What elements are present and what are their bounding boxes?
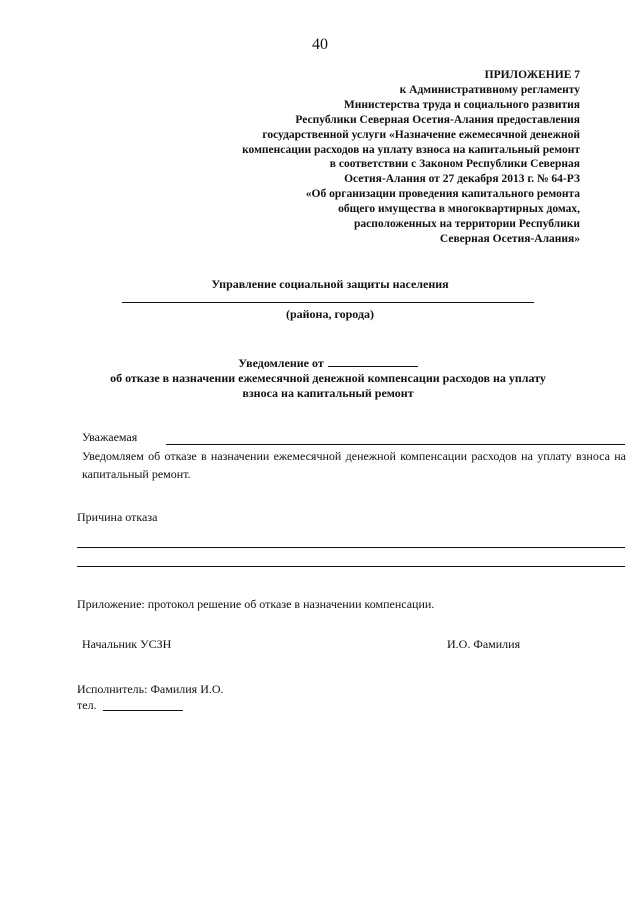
- appendix-line: компенсации расходов на уплату взноса на капитальный ремонт: [242, 143, 580, 156]
- signatory-position: Начальник УСЗН: [82, 637, 172, 651]
- notice-title: [0, 354, 640, 401]
- notice-date-blank: [328, 354, 418, 367]
- department-fill-line: [122, 302, 534, 303]
- reason-label: Причина отказа: [77, 510, 158, 524]
- appendix-line: к Административному регламенту: [399, 83, 580, 96]
- executor-label: Исполнитель: Фамилия И.О.: [77, 682, 224, 696]
- appendix-line: государственной услуги «Назначение ежемесячной денежной: [262, 128, 580, 141]
- notice-title-prefix: Уведомление от: [238, 356, 324, 370]
- appendix-line: общего имущества в многоквартирных домах,: [338, 203, 580, 216]
- appendix-line: Северная Осетия-Алания»: [439, 232, 580, 245]
- appendix-line: Республики Северная Осетия-Алания предоставления: [295, 113, 580, 126]
- phone-fill-line: [103, 710, 183, 711]
- salutation-fill-line: [166, 444, 625, 445]
- notice-title-line1: [0, 354, 640, 371]
- phone-label: тел.: [77, 698, 97, 712]
- appendix-line: ПРИЛОЖЕНИЕ 7: [484, 69, 580, 81]
- reason-fill-line: [77, 566, 625, 567]
- appendix-line: Осетия-Алания от 27 декабря 2013 г. № 64-РЗ: [344, 173, 580, 186]
- signatory-name: И.О. Фамилия: [447, 637, 521, 651]
- appendix-header: [180, 68, 580, 247]
- attachment-note: Приложение: протокол решение об отказе в назначении компенсации.: [77, 597, 435, 611]
- appendix-line: «Об организации проведения капитального ремонта: [305, 188, 580, 201]
- appendix-line: расположенных на территории Республики: [354, 218, 580, 231]
- notice-title-line3: взноса на капитальный ремонт: [242, 386, 414, 400]
- department-caption: (района, города): [285, 307, 375, 321]
- appendix-line: Министерства труда и социального развития: [343, 98, 580, 111]
- page-number: 40: [312, 36, 328, 53]
- department-title: Управление социальной защиты населения: [211, 277, 449, 291]
- salutation-label: Уважаемая: [82, 430, 138, 444]
- appendix-line: в соответствии с Законом Республики Северная: [329, 158, 580, 171]
- reason-fill-line: [77, 547, 625, 548]
- notice-title-line2: об отказе в назначении ежемесячной денежной компенсации расходов на уплату: [110, 371, 546, 385]
- notice-body-text: Уведомляем об отказе в назначении ежемесячной денежной компенсации расходов на уплату взноса на капитальный ремонт.: [82, 449, 626, 481]
